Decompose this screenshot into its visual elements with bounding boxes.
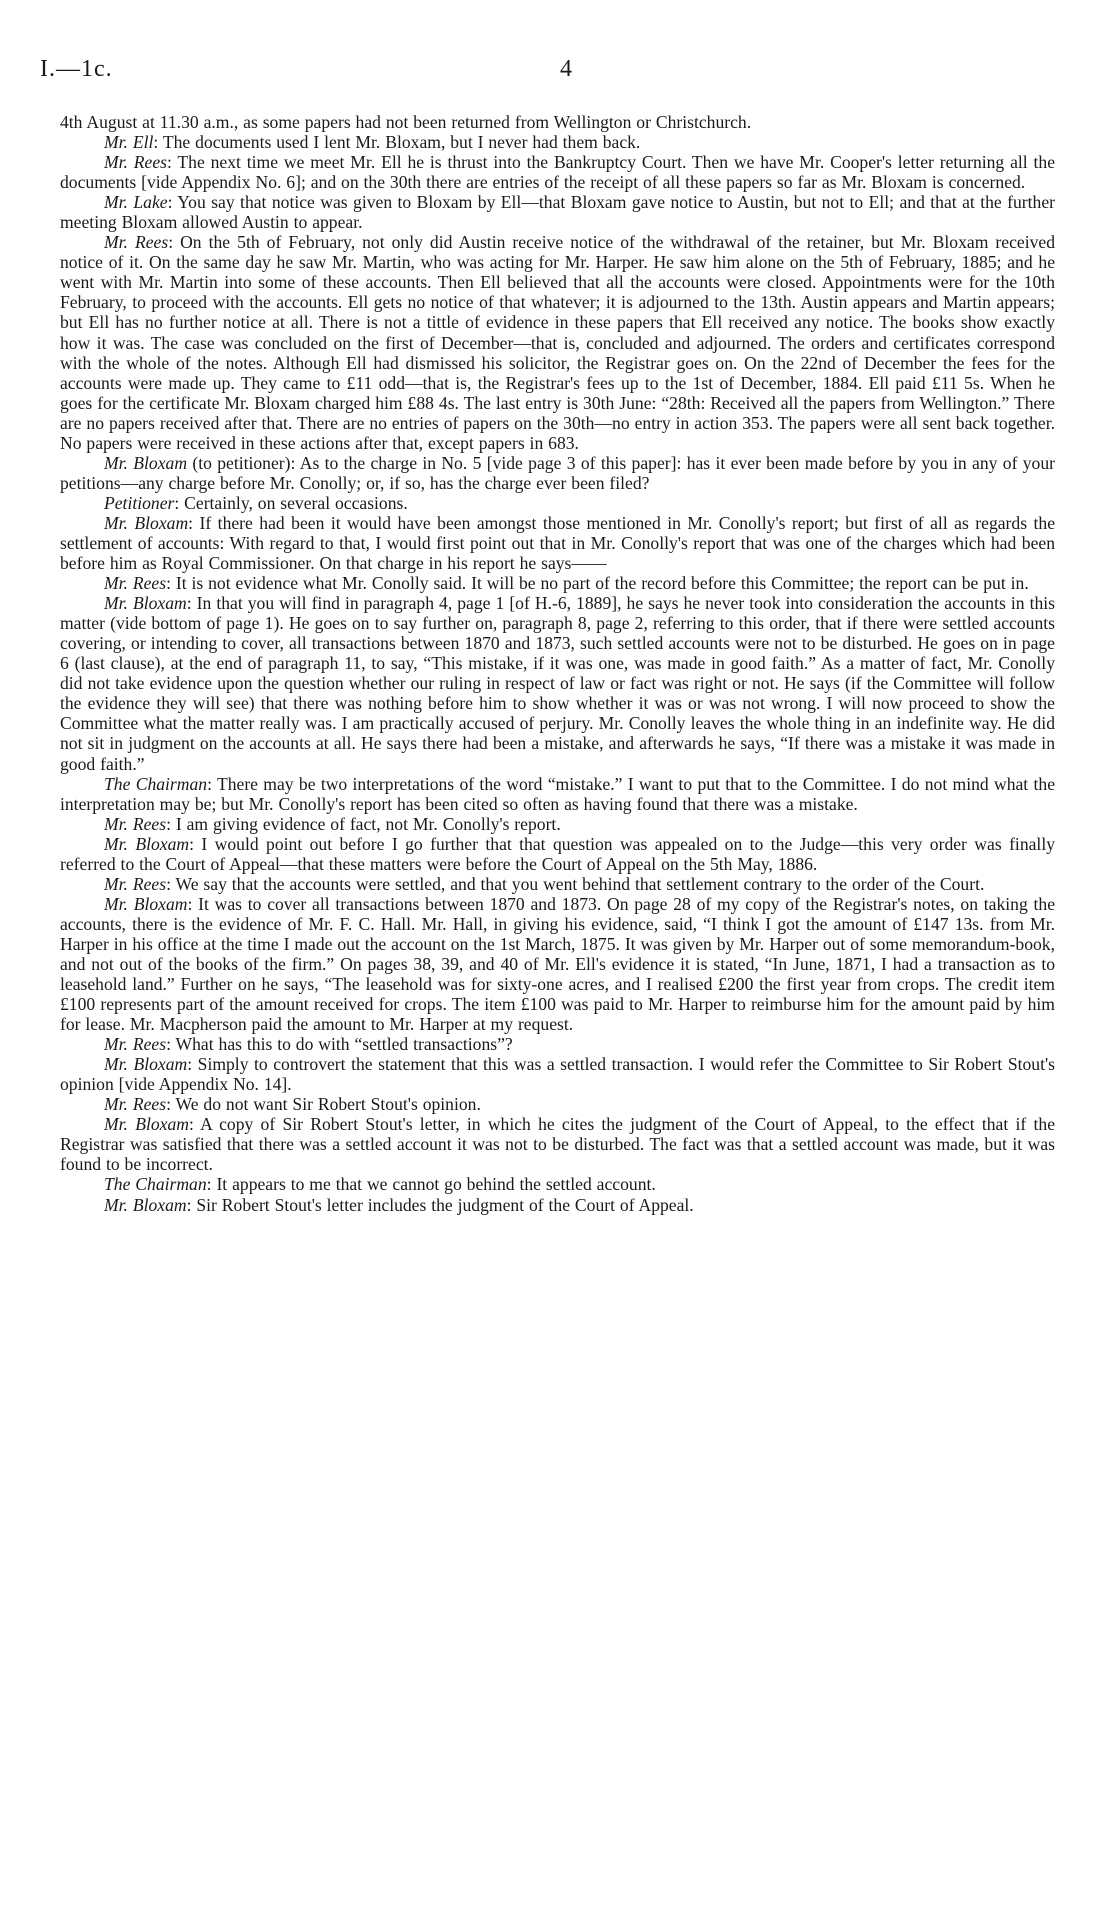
speaker-name: The Chairman (104, 1174, 207, 1195)
speaker-name: Mr. Rees (104, 1034, 167, 1055)
paragraph (60, 814, 1055, 834)
paragraph-text: : On the 5th of February, not only did Austin receive notice of the withdrawal of the retainer, but Mr. Bloxam received notice of it. On the same day he saw Mr. Martin, who was acting for Mr. Harper. He saw him alone on the 5th of February, 1885; and he went with Mr. Martin into some of these accounts. Then Ell believed that all the accounts were closed. Appointments were for the 10th February, to proceed with the accounts. Ell gets no notice of that whatever; it is adjourned to the 13th. Austin appears and Martin appears; but Ell has no further notice at all. There is not a tittle of evidence in these papers that Ell received any notice. The books show exactly how it was. The case was concluded on the first of December—that is, concluded and adjourned. The orders and certificates correspond with the whole of the notes. Although Ell had dismissed his solicitor, the Registrar goes on. On the 22nd of December the fees for the accounts were made up. They came to £11 odd—that is, the Registrar's fees up to the 1st of December, 1884. Ell paid £11 5s. When he goes for the certificate Mr. Bloxam charged him £88 4s. The last entry is 30th June: “28th: Received all the papers from Wellington.” There are no papers received after that. There are no entries of papers on the 30th—no entry in action 353. The papers were all sent back together. No papers were received in these actions after that, except papers in 683. (60, 232, 1055, 453)
body-text (60, 112, 1055, 1215)
speaker-name: Mr. Rees (104, 152, 168, 173)
paragraph (60, 593, 1055, 773)
paragraph-text: : What has this to do with “settled transactions”? (166, 1034, 513, 1055)
paragraph-text: : If there had been it would have been amongst those mentioned in Mr. Conolly's report; but first of all as regards the settlement of accounts: With regard to that, I would first point out that in Mr. Conolly's report that was one of the charges which had been before him as Royal Commissioner. On that charge in his report he says—— (60, 512, 1055, 574)
paragraph (60, 894, 1055, 1034)
paragraph-text: : Certainly, on several occasions. (174, 492, 408, 513)
speaker-name: Mr. Bloxam (104, 512, 189, 533)
speaker-name: Mr. Bloxam (104, 833, 190, 854)
speaker-name: Mr. Rees (104, 1094, 167, 1115)
paragraph-text: : There may be two interpretations of the word “mistake.” I want to put that to the Committee. I do not mind what the interpretation may be; but Mr. Conolly's report has been cited so often as having found that there was a mistake. (60, 773, 1056, 814)
document-reference: I.—1c. (40, 56, 113, 82)
speaker-name: Mr. Bloxam (104, 893, 188, 914)
speaker-name: Mr. Rees (104, 813, 167, 834)
paragraph (60, 1195, 1055, 1215)
speaker-name: Mr. Bloxam (104, 1054, 188, 1075)
paragraph (60, 874, 1055, 894)
paragraph-text: : You say that notice was given to Bloxam by Ell—that Bloxam gave notice to Austin, but not to Ell; and that at the further meeting Bloxam allowed Austin to appear. (60, 192, 1055, 233)
paragraph-text: : It is not evidence what Mr. Conolly said. It will be no part of the record before this Committee; the report can be put in. (166, 573, 1029, 594)
paragraph (60, 1174, 1055, 1194)
document-page (40, 50, 1056, 1215)
speaker-name: Mr. Bloxam (104, 1114, 189, 1135)
paragraph (60, 112, 1055, 132)
paragraph (60, 573, 1055, 593)
paragraph-text: : I am giving evidence of fact, not Mr. Conolly's report. (166, 813, 561, 834)
paragraph-text: : The documents used I lent Mr. Bloxam, but I never had them back. (153, 132, 641, 153)
paragraph-text: : We do not want Sir Robert Stout's opinion. (166, 1094, 481, 1115)
paragraph-text: (to petitioner): As to the charge in No. 5 [vide page 3 of this paper]: has it ever been made before by you in any of your petitions—any charge before Mr. Conolly; or, if so, has the charge ever been filed? (60, 452, 1056, 493)
paragraph (60, 1114, 1055, 1174)
paragraph (60, 1094, 1055, 1114)
paragraph-text: : The next time we meet Mr. Ell he is thrust into the Bankruptcy Court. Then we have Mr. Cooper's letter returning all the documents [vide Appendix No. 6]; and on the 30th there are entries of the receipt of all these papers so far as Mr. Bloxam is concerned. (60, 152, 1056, 193)
paragraph-text: : It appears to me that we cannot go behind the settled account. (206, 1174, 656, 1195)
paragraph-text: : A copy of Sir Robert Stout's letter, in which he cites the judgment of the Court of Appeal, to the effect that if the Registrar was satisfied that there was a settled account it was not to be disturbed. The fact was that a settled account was made, but it was found to be incorrect. (60, 1114, 1056, 1175)
speaker-name: Mr. Rees (104, 873, 167, 894)
paragraph (60, 774, 1055, 814)
page-number: 4 (560, 56, 572, 82)
paragraph-text: : I would point out before I go further that that question was appealed on to the Judge—this very order was finally referred to the Court of Appeal—that these matters were before the Court of Appeal on the 5th May, 1886. (60, 833, 1056, 874)
paragraph-text: : It was to cover all transactions between 1870 and 1873. On page 28 of my copy of the Registrar's notes, on taking the accounts, there is the evidence of Mr. F. C. Hall. Mr. Hall, in giving his evidence, said, “I think I got the amount of £147 13s. from Mr. Harper in his office at the time I made out the account on the 1st March, 1875. It was given by Mr. Harper out of some memorandum-book, and not out of the books of the firm.” On pages 38, 39, and 40 of Mr. Ell's evidence it is stated, “In June, 1871, I had a transaction as to leasehold land.” Further on he says, “The leasehold was for sixty-one acres, and I realised £200 the first year from crops. The credit item £100 represents part of the amount received for crops. The item £100 was paid to Mr. Harper to reimburse him for the amount paid by him for lease. Mr. Macpherson paid the amount to Mr. Harper at my request. (60, 893, 1056, 1035)
speaker-name: Mr. Ell (104, 132, 154, 153)
page-header (40, 50, 1055, 90)
paragraph-text: 4th August at 11.30 a.m., as some papers had not been returned from Wellington or Christchurch. (60, 112, 752, 132)
paragraph (60, 152, 1055, 192)
paragraph-text: : In that you will find in paragraph 4, page 1 [of H.-6, 1889], he says he never took into consideration the accounts in this matter (vide bottom of page 1). He goes on to say further on, paragraph 8, page 2, referring to this order, that if there were settled accounts covering, or intending to cover, all transactions between 1870 and 1873, such settled accounts were not to be disturbed. He goes on in page 6 (last clause), at the end of paragraph 11, to say, “This mistake, if it was one, was made in good faith.” As a matter of fact, Mr. Conolly did not take evidence upon the question whether our ruling in respect of law or fact was right or not. He says (if the Committee will follow the evidence they will see) that there was nothing before him to show whether it was or was not wrong. I will now proceed to show the Committee what the matter really was. I am practically accused of perjury. Mr. Conolly leaves the whole thing in an indefinite way. He did not sit in judgment on the accounts at all. He says there had been a mistake, and afterwards he says, “If there was a mistake it was made in good faith.” (60, 593, 1056, 774)
speaker-name: Mr. Bloxam (104, 593, 187, 614)
speaker-name: Mr. Rees (104, 232, 169, 253)
speaker-name: Petitioner (104, 492, 175, 513)
paragraph (60, 192, 1055, 232)
speaker-name: Mr. Bloxam (104, 1194, 187, 1215)
speaker-name: The Chairman (104, 773, 208, 794)
speaker-name: Mr. Rees (104, 573, 167, 594)
speaker-name: Mr. Bloxam (104, 452, 188, 473)
paragraph (60, 513, 1055, 573)
paragraph (60, 1034, 1055, 1054)
paragraph-text: : We say that the accounts were settled, and that you went behind that settlement contrary to the order of the Court. (166, 873, 985, 894)
paragraph (60, 232, 1055, 453)
paragraph (60, 834, 1055, 874)
paragraph (60, 132, 1055, 152)
paragraph (60, 493, 1055, 513)
paragraph (60, 1054, 1055, 1094)
speaker-name: Mr. Lake (104, 192, 168, 213)
paragraph-text: : Sir Robert Stout's letter includes the judgment of the Court of Appeal. (186, 1194, 694, 1215)
paragraph-text: : Simply to controvert the statement that this was a settled transaction. I would refer the Committee to Sir Robert Stout's opinion [vide Appendix No. 14]. (60, 1054, 1055, 1095)
paragraph (60, 453, 1055, 493)
